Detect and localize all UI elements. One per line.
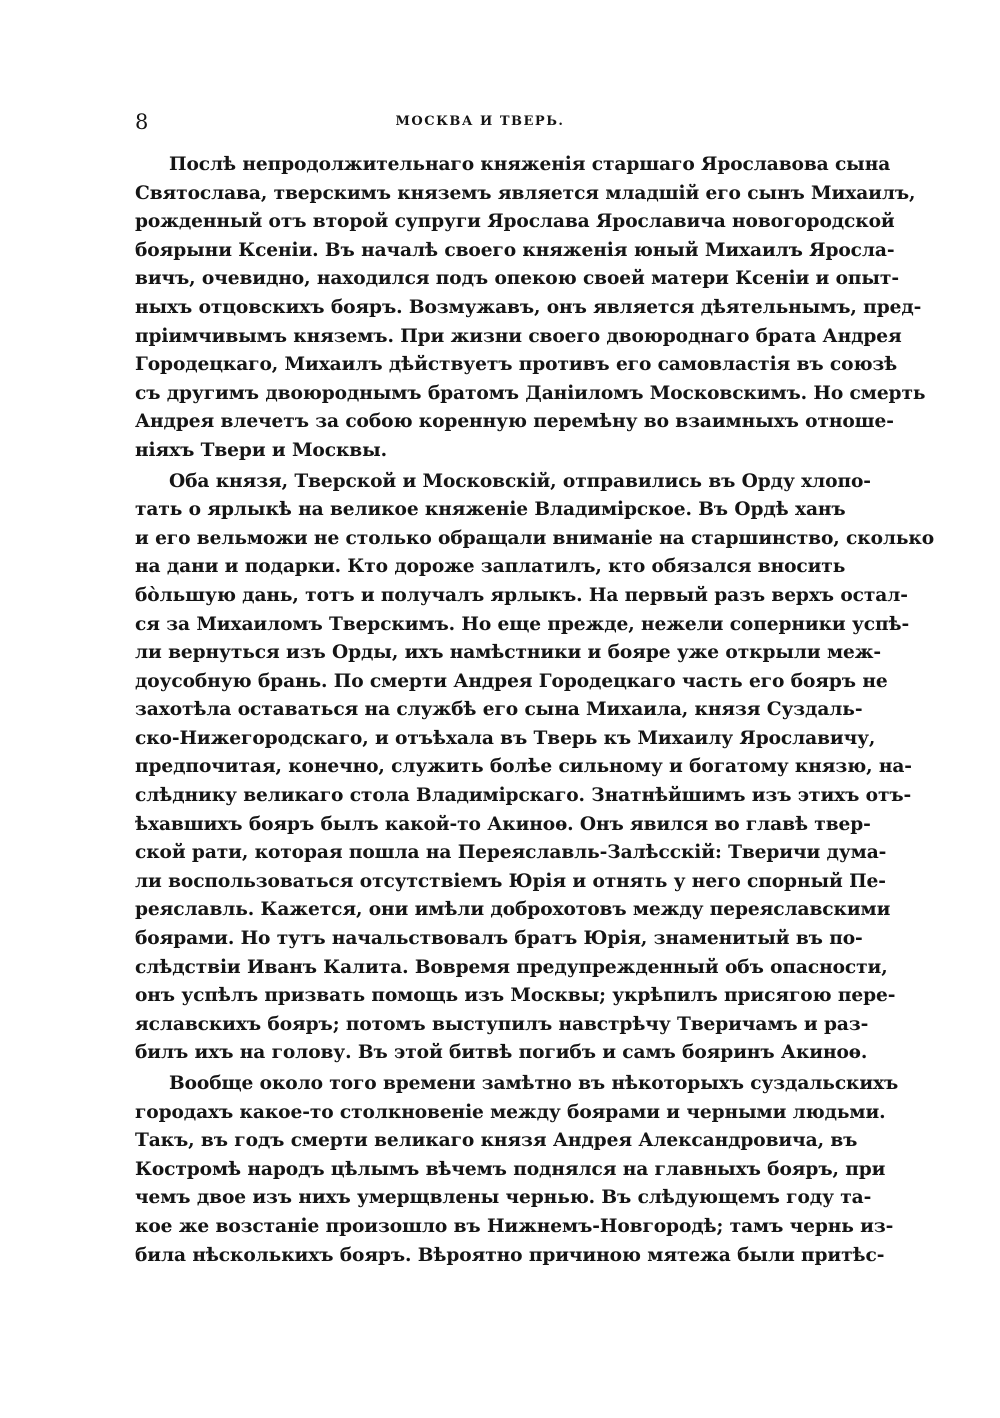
text-line: ли воспользоваться отсутствіемъ Юрія и отнять у него спорный Пе-: [135, 870, 886, 892]
text-line: слѣднику великаго стола Владимірскаго. Знатнѣйшимъ изъ этихъ отъ-: [135, 785, 912, 807]
text-line: рожденный отъ второй супруги Ярослава Ярославича новогородской: [135, 211, 895, 233]
text-line: Вообще около того времени замѣтно въ нѣкоторыхъ суздальскихъ: [169, 1073, 899, 1094]
text-line: ской рати, которая пошла на Переяславль-Залѣсскій: Тверичи дума-: [135, 842, 887, 864]
running-title: МОСКВА И ТВЕРЬ.: [395, 114, 565, 129]
text-line: онъ успѣлъ призвать помощь изъ Москвы; укрѣпилъ присягою пере-: [135, 985, 896, 1007]
text-line: ли вернуться изъ Орды, ихъ намѣстники и бояре уже открыли меж-: [135, 642, 882, 664]
text-line: Оба князя, Тверской и Московскій, отправились въ Орду хлопо-: [169, 470, 871, 492]
text-line: вичъ, очевидно, находился подъ опекою своей матери Ксеніи и опыт-: [135, 268, 899, 290]
text-line: пріимчивымъ княземъ. При жизни своего двоюроднаго брата Андрея: [135, 325, 902, 347]
text-line: захотѣла оставаться на службѣ его сына Михаила, князя Суздаль-: [135, 699, 863, 721]
text-line: ніяхъ Твери и Москвы.: [135, 439, 388, 461]
text-line: бо̀льшую дань, тотъ и получалъ ярлыкъ. На первый разъ верхъ остал-: [135, 584, 908, 606]
text-line: Андрея влечетъ за собою коренную перемѣну во взаимныхъ отноше-: [135, 411, 894, 433]
text-line: билъ ихъ на голову. Въ этой битвѣ погибъ и самъ бояринъ Акиноѳ.: [135, 1042, 868, 1064]
page-header: [135, 108, 825, 138]
text-line: чемъ двое изъ нихъ умерщвлены чернью. Въ слѣдующемъ году та-: [135, 1187, 872, 1209]
text-line: яславскихъ бояръ; потомъ выступилъ навстрѣчу Тверичамъ и раз-: [135, 1013, 869, 1035]
text-line: ныхъ отцовскихъ бояръ. Возмужавъ, онъ является дѣятельнымъ, пред-: [135, 296, 922, 318]
body-text: [135, 151, 935, 1272]
text-line: доусобную брань. По смерти Андрея Городецкаго часть его бояръ не: [135, 670, 888, 692]
text-line: Костромѣ народъ цѣлымъ вѣчемъ поднялся на главныхъ бояръ, при: [135, 1158, 886, 1180]
text-line: слѣдствіи Иванъ Калита. Вовремя предупрежденный объ опасности,: [135, 956, 888, 978]
paragraph: [135, 468, 935, 1068]
text-line: Такъ, въ годъ смерти великаго князя Андрея Александровича, въ: [135, 1130, 858, 1152]
text-line: била нѣсколькихъ бояръ. Вѣроятно причиною мятежа были притѣс-: [135, 1244, 885, 1266]
text-line: ѣхавшихъ бояръ былъ какой-то Акиноѳ. Онъ явился во главѣ твер-: [135, 813, 871, 835]
text-line: Послѣ непродолжительнаго княженія старшаго Ярославова сына: [169, 154, 891, 175]
page-number: 8: [135, 110, 149, 134]
text-line: Городецкаго, Михаилъ дѣйствуетъ противъ его самовластія въ союзѣ: [135, 354, 898, 376]
paragraph: [135, 1070, 899, 1270]
text-line: ся за Михаиломъ Тверскимъ. Но еще прежде, нежели соперники успѣ-: [135, 613, 910, 635]
text-line: тать о ярлыкѣ на великое княженіе Владимірское. Въ Ордѣ ханъ: [135, 499, 846, 521]
paragraph: [135, 151, 926, 466]
text-line: предпочитая, конечно, служить болѣе сильному и богатому князю, на-: [135, 756, 912, 778]
text-line: боярами. Но тутъ начальствовалъ братъ Юрія, знаменитый въ по-: [135, 928, 863, 950]
text-line: кое же возстаніе произошло въ Нижнемъ-Новгородѣ; тамъ чернь из-: [135, 1215, 894, 1237]
text-line: реяславль. Кажется, они имѣли доброхотовъ между переяславскими: [135, 899, 891, 921]
text-line: городахъ какое-то столкновеніе между боярами и черными людьми.: [135, 1101, 886, 1123]
text-line: ско-Нижегородскаго, и отъѣхала въ Тверь къ Михаилу Ярославичу,: [135, 727, 876, 749]
text-line: Святослава, тверскимъ княземъ является младшій его сынъ Михаилъ,: [135, 182, 916, 204]
text-line: на дани и подарки. Кто дороже заплатилъ, кто обязался вносить: [135, 556, 846, 578]
text-line: и его вельможи не столько обращали вниманіе на старшинство, сколько: [135, 527, 935, 549]
text-line: съ другимъ двоюроднымъ братомъ Даніиломъ Московскимъ. Но смерть: [135, 382, 926, 404]
text-line: боярыни Ксеніи. Въ началѣ своего княженія юный Михаилъ Яросла-: [135, 239, 895, 261]
